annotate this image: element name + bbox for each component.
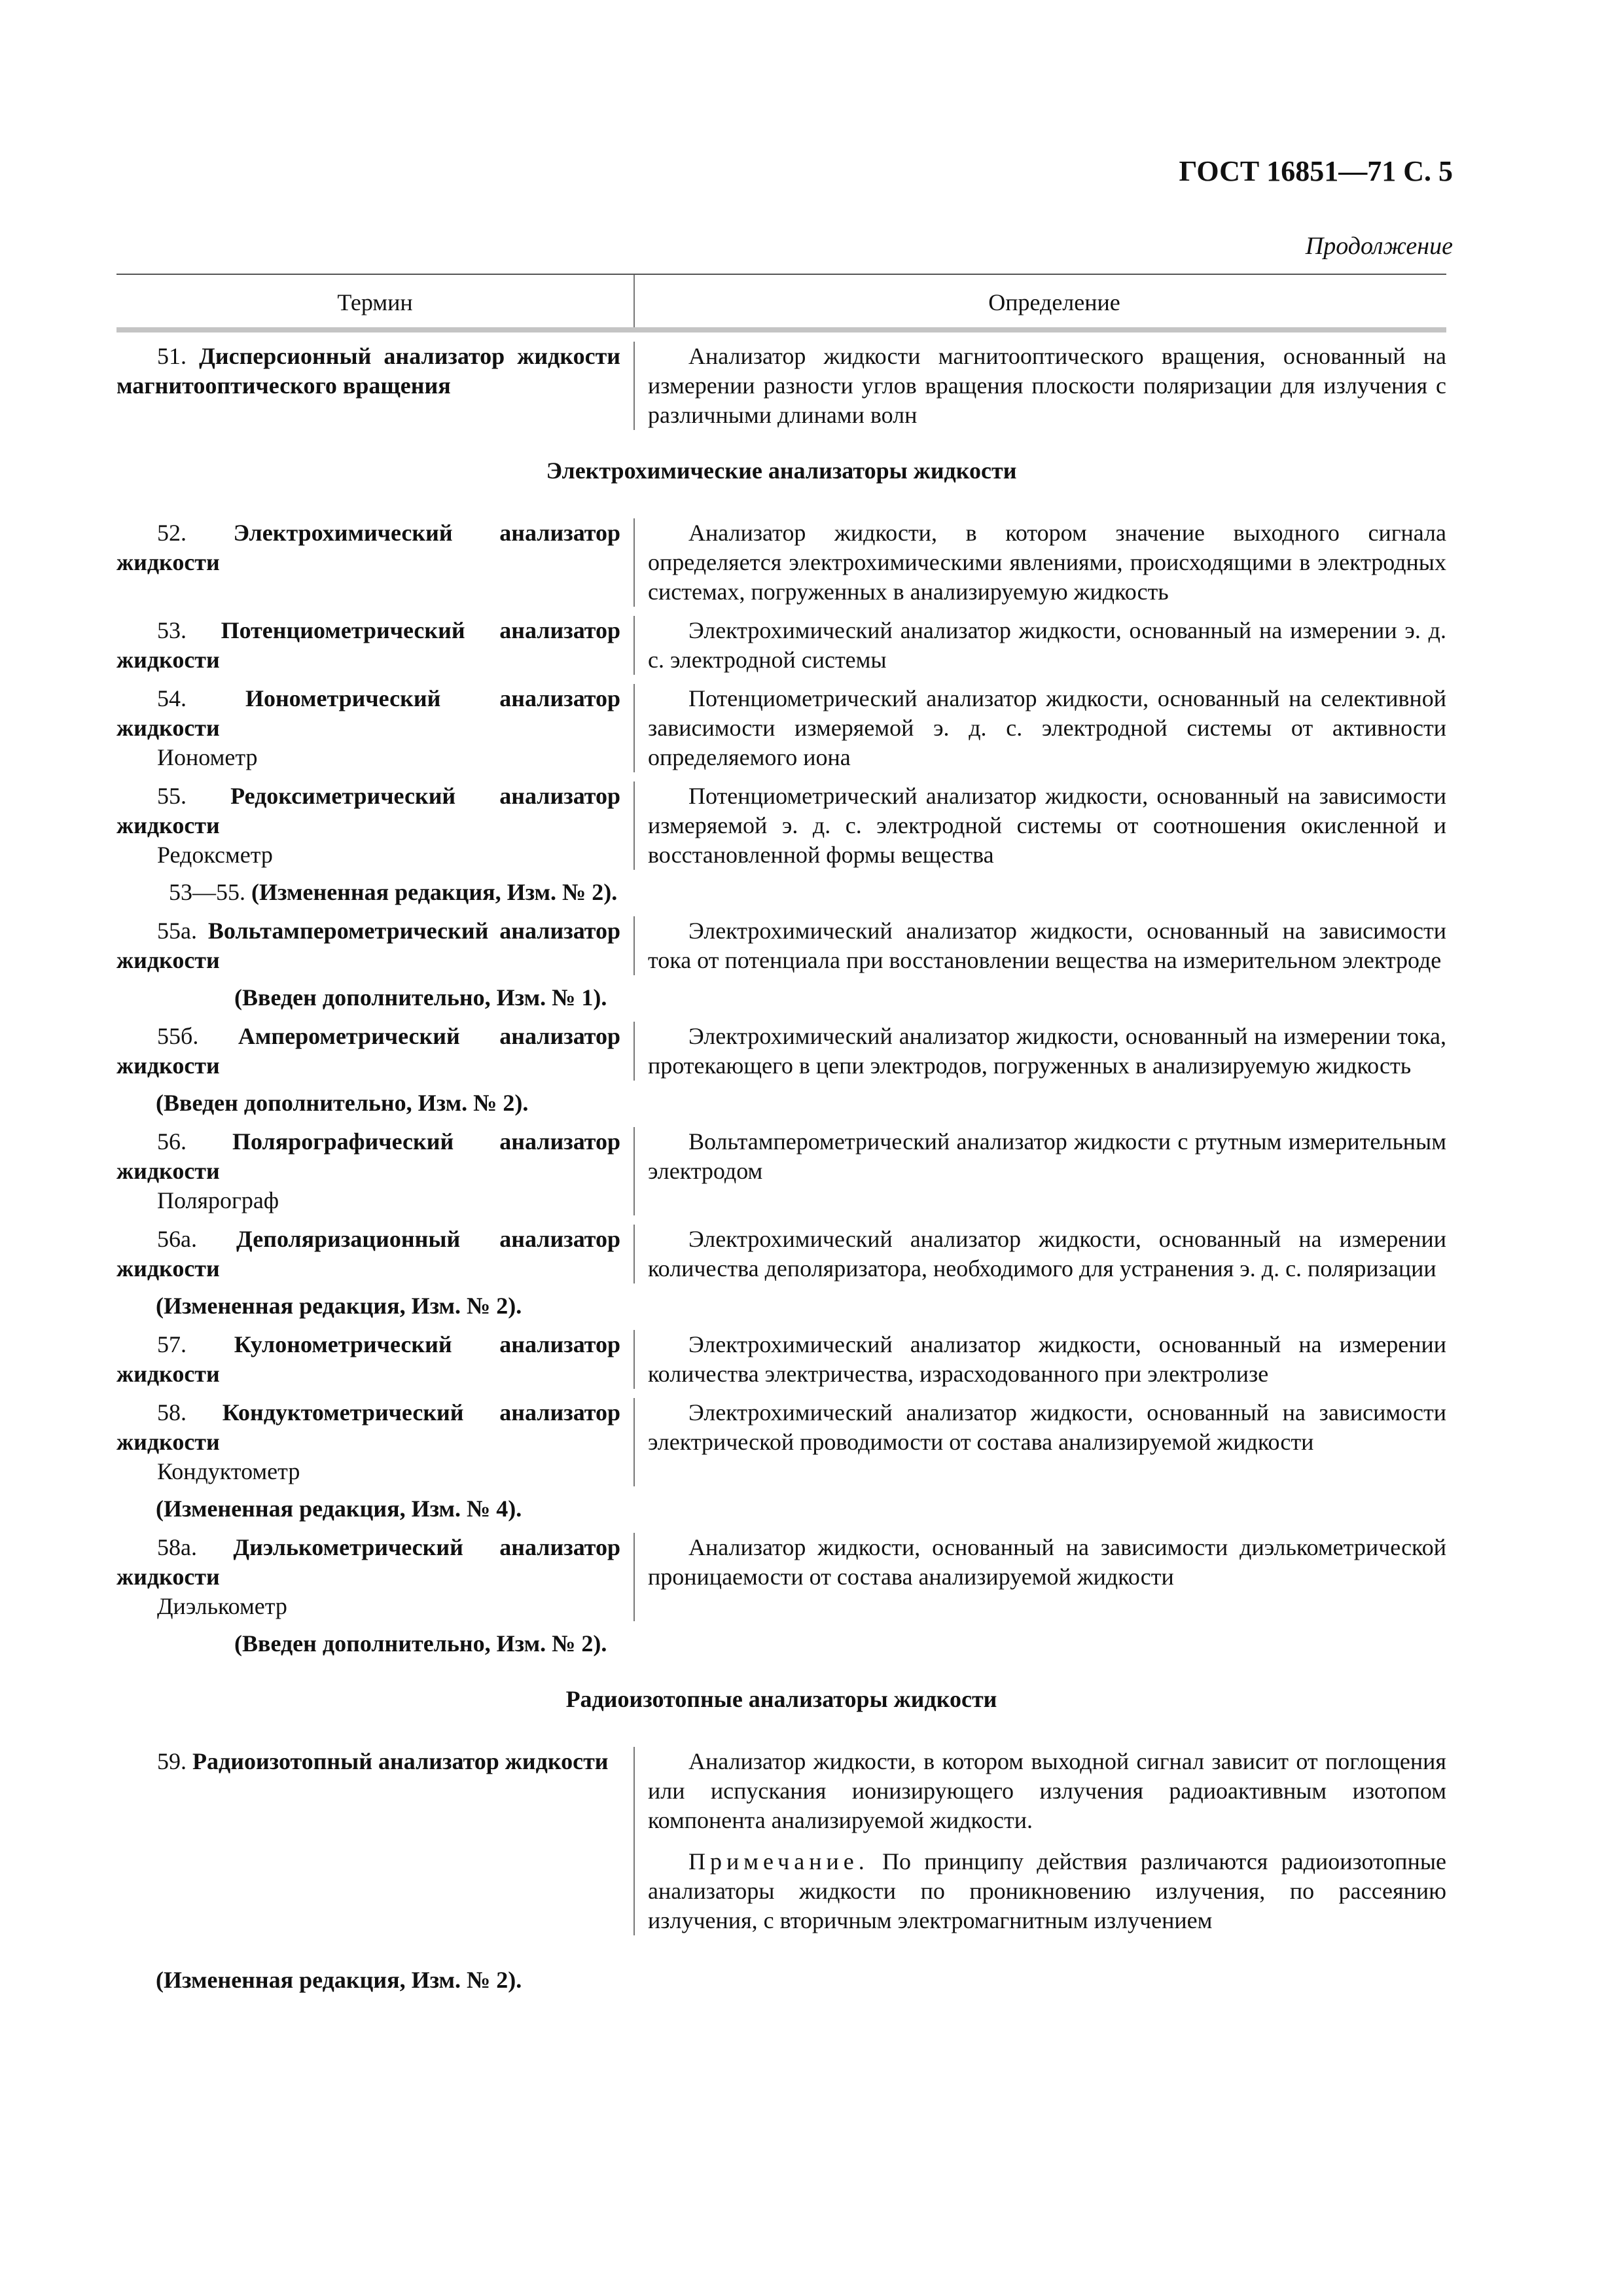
term-name: Электрохимический анализатор жидкости (116, 520, 620, 575)
term-row (116, 1389, 1446, 1486)
amendment-note: (Измененная редакция, Изм. № 2). (156, 1293, 522, 1319)
term-cell (116, 781, 633, 870)
term-name: Диэлькометрический анализатор жидкости (116, 1534, 621, 1590)
section-heading-radioisotope: Радиоизотопные анализаторы жидкости (565, 1686, 997, 1712)
term-row (116, 607, 1446, 675)
term-name: Кондуктометрический анализатор жидкости (116, 1399, 621, 1455)
definition-cell (633, 518, 1446, 607)
definition-text: Электрохимический анализатор жидкости, основанный на измерении э. д. с. электродной системы (648, 617, 1446, 673)
term-cell (116, 916, 633, 975)
term-name: Кулонометрический анализатор жидкости (116, 1331, 621, 1387)
term-cell (116, 1398, 633, 1486)
term-alias: Редоксметр (157, 842, 273, 868)
definition-cell (633, 342, 1446, 430)
definition-text: Потенциометрический анализатор жидкости, основанный на зависимости измеряемой э. д. с. электродной системы от соотношения окисленной и восстановленной формы вещества (648, 783, 1446, 868)
term-number: 57. (157, 1331, 187, 1357)
term-row (116, 1738, 1446, 1935)
term-number: 58а. (157, 1534, 197, 1560)
definition-cell (633, 781, 1446, 870)
term-row (116, 1013, 1446, 1081)
term-name: Ионометрический анализатор жидкости (116, 685, 621, 741)
definition-cell (633, 1533, 1446, 1621)
term-name: Амперометрический анализатор жидкости (116, 1023, 621, 1079)
amendment-note: (Измененная редакция, Изм. № 2). (156, 1967, 522, 1993)
term-cell (116, 684, 633, 772)
term-number: 58. (157, 1399, 187, 1426)
term-row (116, 675, 1446, 772)
definition-cell (633, 1225, 1446, 1283)
term-alias: Полярограф (157, 1187, 279, 1213)
amendment-note-range: 53—55. (169, 879, 245, 905)
term-alias: Диэлькометр (157, 1593, 287, 1619)
term-row (116, 1524, 1446, 1621)
definition-text: Электрохимический анализатор жидкости, основанный на зависимости электрической проводимости от состава анализируемой жидкости (648, 1399, 1446, 1455)
definition-cell (633, 1127, 1446, 1215)
amendment-note-text: (Измененная редакция, Изм. № 2). (251, 879, 618, 905)
term-name: Редоксиметрический анализатор жидкости (116, 783, 620, 838)
term-alias: Ионометр (157, 744, 258, 770)
term-name: Полярографический анализатор жидкости (116, 1128, 620, 1184)
term-column-header: Термин (337, 289, 413, 315)
amendment-note: (Измененная редакция, Изм. № 4). (156, 1496, 522, 1522)
term-number: 55. (157, 783, 187, 809)
table-header (116, 275, 1446, 329)
note-text: По принципу действия различаются радиоизотопные анализаторы жидкости по проникновению излучения, по рассеянию излучения, с вторичным электромагнитным излучением (648, 1848, 1446, 1933)
term-cell (116, 1022, 633, 1081)
term-row (116, 1321, 1446, 1389)
term-name: Радиоизотопный анализатор жидкости (192, 1748, 609, 1774)
definition-text: Электрохимический анализатор жидкости, основанный на измерении количества электричества, израсходованного при электролизе (648, 1331, 1446, 1387)
term-cell (116, 342, 633, 430)
definition-cell (633, 1398, 1446, 1486)
definition-text: Вольтамперометрический анализатор жидкости с ртутным измерительным электродом (648, 1128, 1446, 1184)
term-cell (116, 1225, 633, 1283)
term-row (116, 332, 1446, 430)
definition-text: Электрохимический анализатор жидкости, основанный на измерении количества деполяризатора, необходимого для устранения э. д. с. поляризации (648, 1226, 1446, 1282)
definition-cell (633, 616, 1446, 675)
continuation-label: Продолжение (1305, 232, 1453, 260)
term-number: 56а. (157, 1226, 197, 1252)
definition-text: Электрохимический анализатор жидкости, основанный на зависимости тока от потенциала при восстановлении вещества на измерительном электроде (648, 918, 1446, 973)
terms-table-body (116, 332, 1446, 1995)
term-number: 55б. (157, 1023, 199, 1049)
amendment-note: (Введен дополнительно, Изм. № 2). (234, 1630, 607, 1657)
document-page-header: ГОСТ 16851—71 С. 5 (1179, 155, 1453, 187)
term-cell (116, 518, 633, 607)
amendment-note: (Введен дополнительно, Изм. № 2). (156, 1090, 529, 1116)
term-alias: Кондуктометр (157, 1458, 300, 1484)
term-row (116, 772, 1446, 870)
term-number: 54. (157, 685, 187, 711)
definition-cell (633, 1022, 1446, 1081)
definition-text: Электрохимический анализатор жидкости, основанный на измерении тока, протекающего в цепи электродов, погруженных в анализируемую жидкость (648, 1023, 1446, 1079)
amendment-note (116, 870, 1446, 907)
definition-text: Анализатор жидкости, в котором выходной сигнал зависит от поглощения или испускания ионизирующего излучения радиоактивным изотопом компонента анализируемой жидкости. (648, 1748, 1446, 1833)
term-number: 56. (157, 1128, 187, 1155)
note-label: Примечание. (688, 1848, 869, 1874)
term-row (116, 1118, 1446, 1215)
term-number: 52. (157, 520, 187, 546)
definition-text: Анализатор жидкости, в котором значение выходного сигнала определяется электрохимическими явлениями, происходящими в электродных системах, погруженных в анализируемую жидкость (648, 520, 1446, 605)
definition-column-header: Определение (633, 288, 1461, 317)
definition-cell (633, 1330, 1446, 1389)
term-cell (116, 616, 633, 675)
definition-text: Анализатор жидкости, основанный на зависимости диэлькометрической проницаемости от состава анализируемой жидкости (648, 1534, 1446, 1590)
definition-text: Потенциометрический анализатор жидкости, основанный на селективной зависимости измеряемой э. д. с. электродной системы от активности определяемого иона (648, 685, 1446, 770)
definition-cell (633, 684, 1446, 772)
definition-text: Анализатор жидкости магнитооптического вращения, основанный на измерении разности углов вращения плоскости поляризации для излучения с различными длинами волн (648, 343, 1446, 428)
term-name: Вольтамперометрический анализатор жидкости (116, 918, 620, 973)
term-number: 53. (157, 617, 187, 643)
term-cell (116, 1747, 633, 1935)
definition-note (648, 1847, 1446, 1935)
term-cell (116, 1127, 633, 1215)
term-cell (116, 1533, 633, 1621)
table-header-rule (116, 327, 1446, 332)
definition-cell (633, 916, 1446, 975)
amendment-note: (Введен дополнительно, Изм. № 1). (234, 984, 607, 1011)
term-row (116, 907, 1446, 975)
term-name: Потенциометрический анализатор жидкости (116, 617, 620, 673)
term-name: Деполяризационный анализатор жидкости (116, 1226, 620, 1282)
term-number: 55а. (157, 918, 197, 944)
term-number: 59. (157, 1748, 187, 1774)
section-heading-electrochemical: Электрохимические анализаторы жидкости (546, 457, 1017, 484)
term-row (116, 1215, 1446, 1283)
definition-cell (633, 1747, 1446, 1935)
term-row (116, 509, 1446, 607)
term-number: 51. (157, 343, 187, 369)
term-cell (116, 1330, 633, 1389)
term-name: Дисперсионный анализатор жидкости магнитооптического вращения (116, 343, 621, 399)
